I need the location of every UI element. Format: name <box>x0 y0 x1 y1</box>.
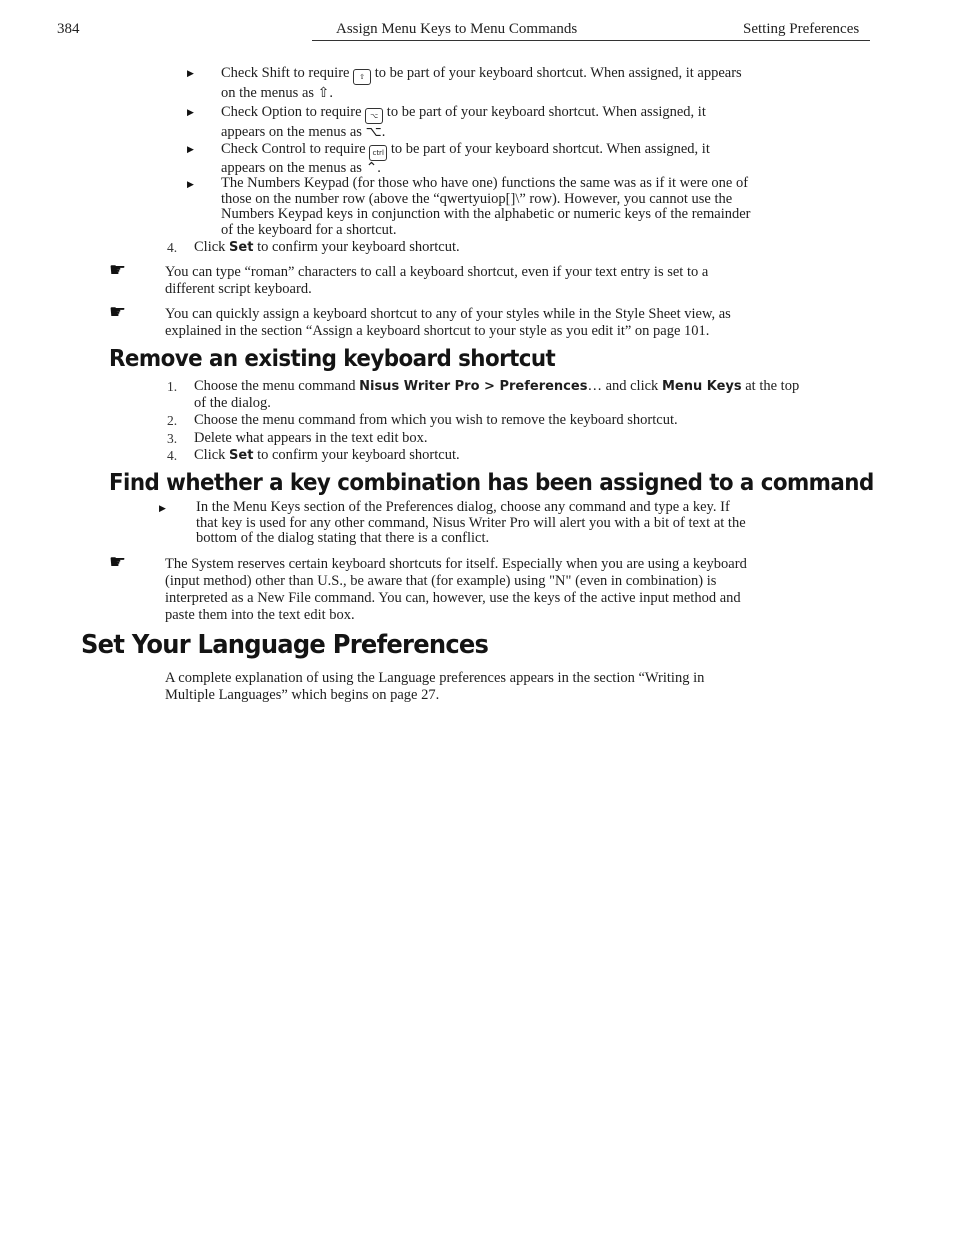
control-key-icon: ctrl <box>369 145 387 161</box>
language-body <box>165 670 704 704</box>
bullet-control-post: to be part of your keyboard shortcut. When assigned, it <box>390 141 710 157</box>
running-header-center: Assign Menu Keys to Menu Commands <box>336 21 578 37</box>
find-note <box>165 556 747 624</box>
note-style-sheet-line: You can quickly assign a keyboard shortcut to any of your styles while in the Style Sheet view, as <box>165 306 731 322</box>
bullet-control-line2-text: appears on the menus as <box>221 160 362 176</box>
remove-step2: Choose the menu command from which you wish to remove the keyboard shortcut. <box>194 412 678 428</box>
bullet-keypad-line: The Numbers Keypad (for those who have one) functions the same was as if it were one of <box>221 175 749 191</box>
heading-remove-shortcut: Remove an existing keyboard shortcut <box>109 346 556 372</box>
note-roman-line: You can type “roman” characters to call a keyboard shortcut, even if your text entry is set to a <box>165 264 709 280</box>
language-body-line: Multiple Languages” which begins on page 27. <box>165 687 440 703</box>
bullet-keypad-line: of the keyboard for a shortcut. <box>221 221 397 238</box>
page-number: 384 <box>57 21 80 37</box>
shift-icon: ⇧ <box>317 85 330 101</box>
bullet-option-line2: appears on the menus as ⌥. <box>221 124 386 140</box>
triangle-right-icon: ▶ <box>187 69 194 79</box>
header-rule <box>312 40 870 41</box>
find-note-line: paste them into the text edit box. <box>165 607 355 623</box>
bullet-keypad-line: those on the number row (above the “qwertyuiop[]\” row). However, you cannot use the <box>221 190 733 207</box>
remove-step3: Delete what appears in the text edit box. <box>194 430 428 446</box>
pointing-hand-icon: ☛ <box>109 301 127 323</box>
bullet-shift-pre: Check Shift to require <box>221 65 350 81</box>
remove-step1-mid: … and click <box>587 378 659 394</box>
remove-step4 <box>194 447 460 464</box>
running-header-right: Setting Preferences <box>743 21 860 37</box>
pointing-hand-icon: ☛ <box>109 259 127 281</box>
find-note-line: (input method) other than U.S., be aware that (for example) using "N" (even in combination) is <box>165 573 717 589</box>
shift-key-icon: ⇧ <box>353 69 371 85</box>
control-icon: ⌃ <box>365 160 378 176</box>
option-icon: ⌥ <box>365 124 382 140</box>
bullet-control-pre: Check Control to require <box>221 141 366 157</box>
heading-find-combination: Find whether a key combination has been assigned to a command <box>109 470 874 496</box>
option-key-icon: ⌥ <box>365 108 383 124</box>
note-roman <box>165 264 708 298</box>
step4-top-post: to confirm your keyboard shortcut. <box>257 239 460 255</box>
step4-top-pre: Click <box>194 239 226 255</box>
find-bullet-line: that key is used for any other command, Nisus Writer Pro will alert you with a bit of text at the <box>196 514 746 531</box>
heading-language-preferences: Set Your Language Preferences <box>81 630 489 660</box>
remove-step4-pre: Click <box>194 447 226 463</box>
step-number: 2. <box>167 413 178 428</box>
note-style-sheet <box>165 306 731 340</box>
remove-step1 <box>194 378 799 395</box>
bullet-control <box>221 141 710 161</box>
step-number: 3. <box>167 431 178 446</box>
bullet-keypad <box>221 176 751 238</box>
triangle-right-icon: ▶ <box>187 145 194 155</box>
find-note-line: interpreted as a New File command. You can, however, use the keys of the active input method and <box>165 590 741 606</box>
note-roman-line: different script keyboard. <box>165 281 312 297</box>
language-body-line: A complete explanation of using the Language preferences appears in the section “Writing in <box>165 670 705 686</box>
remove-step4-post: to confirm your keyboard shortcut. <box>257 447 460 463</box>
step4-top-bold: Set <box>229 240 254 255</box>
bullet-keypad-line: Numbers Keypad keys in conjunction with the alphabetic or numeric keys of the remainder <box>221 206 751 222</box>
remove-step1-menu-keys: Menu Keys <box>661 379 742 394</box>
bullet-option-post: to be part of your keyboard shortcut. When assigned, it <box>386 104 706 120</box>
bullet-option-line2-text: appears on the menus as <box>221 124 362 140</box>
triangle-right-icon: ▶ <box>187 180 194 190</box>
bullet-shift-post: to be part of your keyboard shortcut. When assigned, it appears <box>374 65 742 81</box>
find-bullet-line: In the Menu Keys section of the Preferences dialog, choose any command and type a key. If <box>196 499 730 515</box>
find-note-line: The System reserves certain keyboard shortcuts for itself. Especially when you are using a keyboard <box>165 556 747 572</box>
remove-step1-post: at the top <box>745 378 800 394</box>
remove-step1-pre: Choose the menu command <box>194 378 356 394</box>
pointing-hand-icon: ☛ <box>109 551 127 573</box>
bullet-control-line2: appears on the menus as ⌃. <box>221 160 381 176</box>
bullet-shift <box>221 65 742 85</box>
find-bullet <box>196 500 746 547</box>
remove-step1-line2: of the dialog. <box>194 395 271 411</box>
step4-top <box>194 239 460 256</box>
step-number: 4. <box>167 240 178 255</box>
triangle-right-icon: ▶ <box>187 108 194 118</box>
bullet-shift-line2: on the menus as ⇧. <box>221 85 334 101</box>
remove-step1-menu: Nisus Writer Pro > Preferences <box>359 379 588 394</box>
bullet-option <box>221 104 706 124</box>
find-bullet-line: bottom of the dialog stating that there is a conflict. <box>196 530 490 546</box>
note-style-sheet-line: explained in the section “Assign a keyboard shortcut to your style as you edit it” on page 101. <box>165 323 710 339</box>
bullet-shift-line2-text: on the menus as <box>221 85 315 101</box>
triangle-right-icon: ▶ <box>159 504 166 514</box>
remove-step4-bold: Set <box>229 448 254 463</box>
step-number: 1. <box>167 379 178 394</box>
step-number: 4. <box>167 448 178 463</box>
bullet-option-pre: Check Option to require <box>221 104 362 120</box>
